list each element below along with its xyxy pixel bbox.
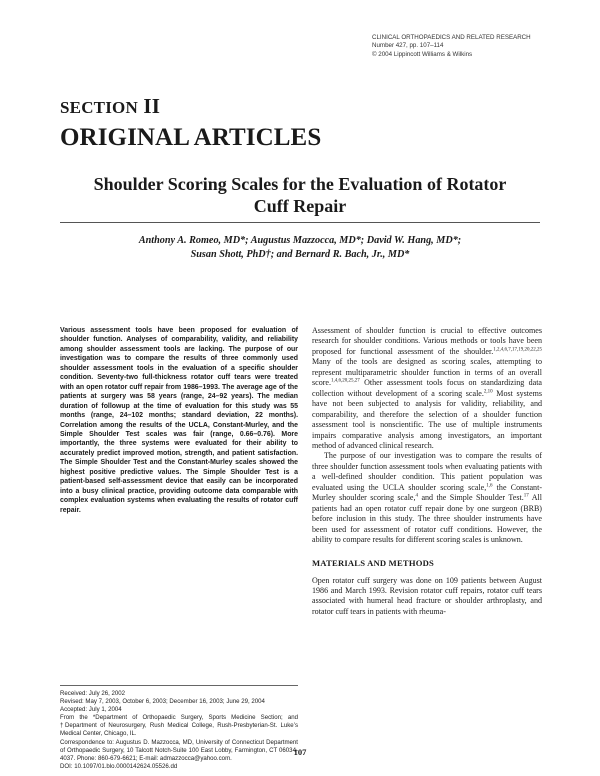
section-word: SECTION <box>60 98 138 117</box>
citation: 4 <box>415 493 419 499</box>
text-run: All patients had an open rotator cuff repair done by one surgeon (BRB) before inclusion in this study. The three shoulder instruments have been used for assessment of rotator cuff conditions. However, the ability to compare results for different scoring scales is unknown. <box>312 493 542 545</box>
authors-line: Susan Shott, PhD†; and Bernard R. Bach, Jr., MD* <box>190 249 410 260</box>
text-run: and the Simple Shoulder Test. <box>418 493 524 503</box>
correspondence: Correspondence to: Augustus D. Mazzocca, MD, University of Connecticut Department of Orthopaedic Surgery, 10 Talcott Notch-Suite 100 East Lobby, Farmington, CT 06034-4037. Phone: 860-679-6621; E-mail: admazzocca@yahoo.com. <box>60 738 298 762</box>
citation: 1,4,6,20,25,27 <box>331 378 360 384</box>
received-date: Received: July 26, 2002 <box>60 690 126 697</box>
accepted-date: Accepted: July 1, 2004 <box>60 706 122 714</box>
right-column <box>312 326 542 617</box>
article-title-line: Shoulder Scoring Scales for the Evaluation of Rotator <box>93 174 507 194</box>
text-run: The purpose of our investigation was to compare the results of three shoulder function assessment tools when evaluating patients with a well-defined shoulder condition. This patient population was evaluated using the UCLA shoulder scoring scale, <box>312 451 542 492</box>
citation: 1,6 <box>486 483 493 489</box>
doi: DOI: 10.1097/01.blo.0000142624.05526.dd <box>60 762 178 770</box>
intro-paragraph-2 <box>312 451 542 545</box>
journal-name: CLINICAL ORTHOPAEDICS AND RELATED RESEARCH <box>372 34 531 41</box>
page-number: 107 <box>293 747 307 757</box>
citation: 1,2,4,6,7,17,19,20,22,25 <box>493 347 542 353</box>
article-title <box>60 173 540 217</box>
authors-line: Anthony A. Romeo, MD*; Augustus Mazzocca, MD*; David W. Hang, MD*; <box>138 235 462 246</box>
text-run: Most systems have not been subjected to analysis for validity, reliability, and comparability, and therefore the selection of a shoulder function assessment tool is nonscientific. The use of multiple instruments impairs comparative analysis among investigators, an important method of advanced clinical research. <box>312 388 542 450</box>
abstract: Various assessment tools have been proposed for evaluation of shoulder function. Analyses of comparability, validity, and reliability among shoulder assessment tools are lacking. The purpose of our investigation was to compare the results of three commonly used shoulder assessment tools in the evaluation of a specific shoulder condition. Seventy-two full-thickness rotator cuff tears were treated with an open rotator cuff repair from 1986–1993. The average age of the patients at surgery was 58 years (range, 24–92 years). The median duration of followup at the time of evaluation for this study was 55 months (range, 24–102 months; standard deviation, 22 months). Correlation among the results of the UCLA, Constant-Murley, and the Simple Shoulder Test scales was fair (range, 0.66–0.76). More importantly, the three systems were evaluated for their ability to accurately predict improved motion, strength, and patient satisfaction. The Simple Shoulder Test and the Constant-Murley scales showed the highest positive predictive values. The Simple Shoulder Test is a patient-based self-assessment device that easily can be incorporated into a busy clinical practice, providing outcome data comparable with complex evaluation systems when evaluating the results of rotator cuff repair. <box>60 327 298 514</box>
intro-paragraph-1 <box>312 326 542 451</box>
article-title-line: Cuff Repair <box>253 196 347 216</box>
methods-paragraph: Open rotator cuff surgery was done on 109 patients between August 1986 and March 1993. Revision rotator cuff repairs, rotator cuff tears associated with humeral head fracture or shoulder arthroplasty, and rotator cuff tears in patients with rheuma- <box>312 575 542 616</box>
copyright: © 2004 Lippincott Williams & Wilkins <box>372 50 473 58</box>
issue-info: Number 427, pp. 107–114 <box>372 42 444 50</box>
section-heading: MATERIALS AND METHODS <box>312 557 434 568</box>
footnote-divider <box>60 685 298 686</box>
running-head <box>372 34 531 59</box>
text-run: Many of the tools are designed as scoring scales, attempting to represent multiparametric shoulder function in terms of an overall score. <box>312 357 542 388</box>
author-list <box>70 234 530 262</box>
section-label <box>60 94 160 119</box>
affiliations: From the *Department of Orthopaedic Surgery, Sports Medicine Section; and †Department of Neurosurgery, Rush Medical College, Rush-Presbyterian-St. Luke’s Medical Center, Chicago, IL. <box>60 714 298 738</box>
footnotes <box>60 690 298 771</box>
text-run: Assessment of shoulder function is crucial to effective outcomes research for shoulder conditions. Various methods or tools have been proposed for functional assessment of the shoulder. <box>312 326 542 356</box>
citation: 2,10 <box>483 389 493 395</box>
section-number: II <box>143 94 161 118</box>
revised-dates: Revised: May 7, 2003, October 6, 2003; December 16, 2003; June 29, 2004 <box>60 698 265 706</box>
text-run: the Constant-Murley shoulder scoring scale, <box>312 482 542 503</box>
left-column <box>60 326 298 515</box>
title-divider <box>60 222 540 223</box>
text-run: Other assessment tools focus on standardizing data collection without development of a scoring scale. <box>312 378 542 398</box>
citation: 17 <box>523 493 529 499</box>
section-title: ORIGINAL ARTICLES <box>60 124 322 151</box>
